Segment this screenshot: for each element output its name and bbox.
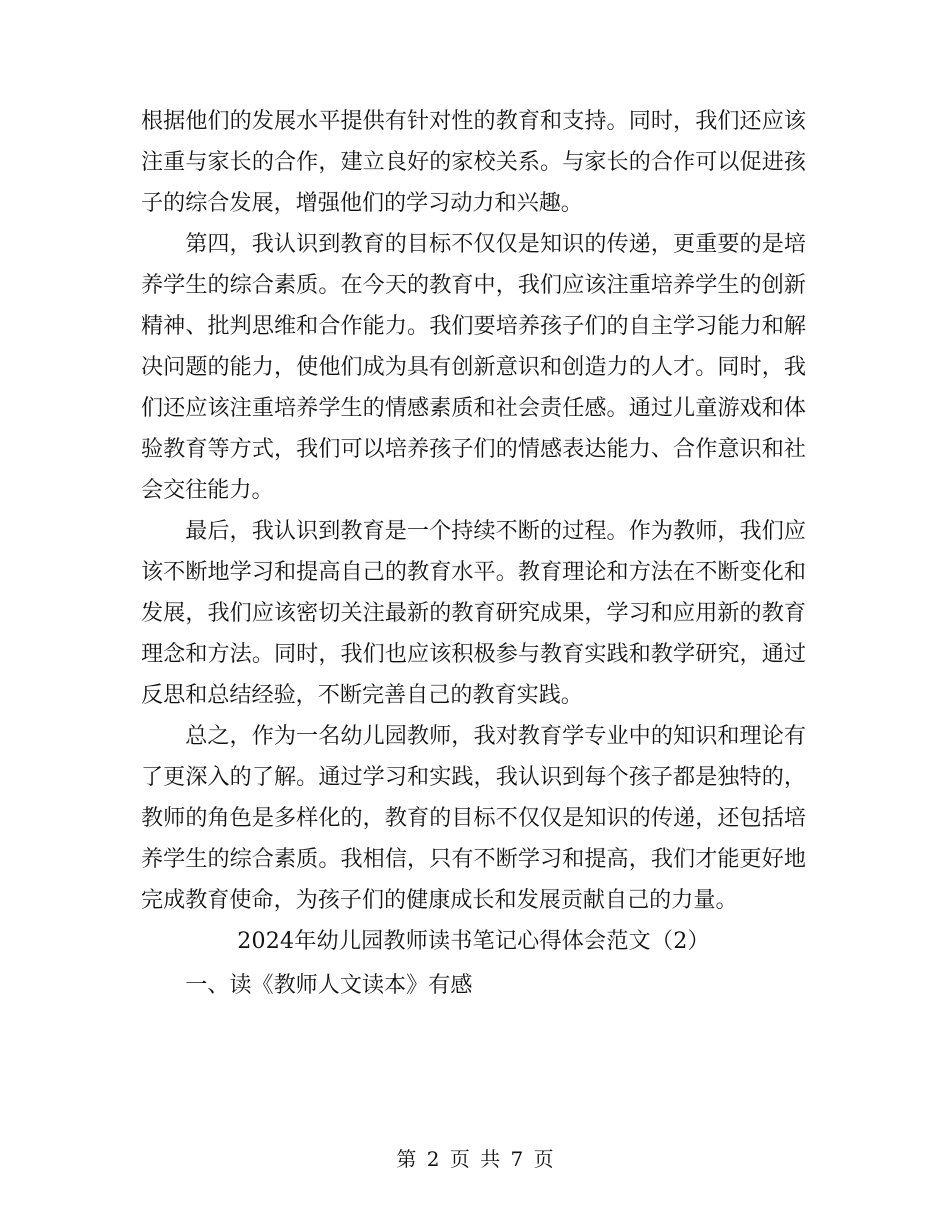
sub-heading: 一、读《教师人文读本》有感 bbox=[185, 972, 473, 998]
paragraph-conclusion: 总之，作为一名幼儿园教师，我对教育学专业中的知识和理论有了更深入的了解。通过学习和实践，我认识到每个孩子都是独特的，教师的角色是多样化的，教育的目标不仅仅是知识的传递，还包括培养学生的综合素质。我相信，只有不断学习和提高，我们才能更好地完成教育使命，为孩子们的健康成长和发展贡献自己的力量。 bbox=[141, 723, 806, 913]
page-number-footer: 第 2 页 共 7 页 bbox=[396, 1147, 554, 1171]
paragraph-fourth-point: 第四，我认识到教育的目标不仅仅是知识的传递，更重要的是培养学生的综合素质。在今天的教育中，我们应该注重培养学生的创新精神、批判思维和合作能力。我们要培养孩子们的自主学习能力和解决问题的能力，使他们成为具有创新意识和创造力的人才。同时，我们还应该注重培养学生的情感素质和社会责任感。通过儿童游戏和体验教育等方式，我们可以培养孩子们的情感表达能力、合作意识和社会交往能力。 bbox=[141, 231, 806, 503]
paragraph-finally: 最后，我认识到教育是一个持续不断的过程。作为教师，我们应该不断地学习和提高自己的教育水平。教育理论和方法在不断变化和发展，我们应该密切关注最新的教育研究成果，学习和应用新的教育理念和方法。同时，我们也应该积极参与教育实践和教学研究，通过反思和总结经验，不断完善自己的教育实践。 bbox=[141, 518, 806, 708]
paragraph-continued: 根据他们的发展水平提供有针对性的教育和支持。同时，我们还应该注重与家长的合作，建立良好的家校关系。与家长的合作可以促进孩子的综合发展，增强他们的学习动力和兴趣。 bbox=[141, 108, 806, 216]
document-body bbox=[141, 101, 806, 1006]
section-title: 2024年幼儿园教师读书笔记心得体会范文（2） bbox=[237, 928, 710, 954]
